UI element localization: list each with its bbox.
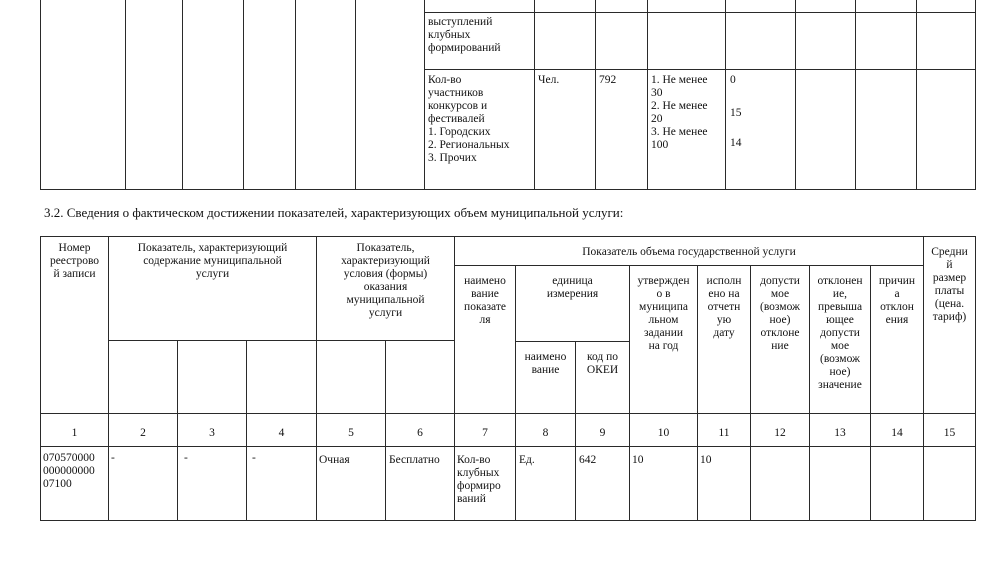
unit-name: Чел. [538, 74, 560, 86]
table-border-top [40, 236, 976, 237]
top-table-row-divider [424, 69, 976, 70]
header-okei: код по ОКЕИ [586, 351, 619, 376]
top-table-vline [595, 0, 596, 190]
column-number: 12 [774, 427, 786, 439]
indicator-name-participants: Кол-во участников конкурсов и фестивалей 1. Городских 2. Региональных 3. Прочих [428, 74, 510, 164]
column-number: 5 [348, 427, 354, 439]
actual-value-2: 15 [730, 107, 742, 119]
top-table-vline [355, 0, 356, 190]
column-number: 10 [657, 427, 670, 439]
table-vline [515, 265, 516, 521]
header-unit-group: единица измерения [546, 275, 599, 300]
table-border-bottom [40, 520, 976, 521]
header-approved: утвержден о в муниципа льном задании на год [637, 275, 690, 352]
column-number: 2 [140, 427, 146, 439]
cell-unit-name: Ед. [519, 454, 535, 466]
top-table-vline [295, 0, 296, 190]
top-table-vline [855, 0, 856, 190]
column-number: 7 [482, 427, 488, 439]
cell-form: Очная [319, 454, 350, 466]
column-number: 11 [718, 427, 730, 439]
top-table-vline [424, 0, 425, 190]
cell-executed: 10 [700, 454, 712, 466]
column-number: 1 [71, 427, 78, 439]
top-table-vline [182, 0, 183, 190]
cell-payment: Бесплатно [389, 454, 440, 466]
header-bottom-line [40, 413, 976, 414]
column-number: 9 [599, 427, 606, 439]
top-table-vline [795, 0, 796, 190]
top-table-vline [725, 0, 726, 190]
header-average-fee: Средни й размер платы (цена. тариф) [931, 246, 968, 323]
section-title: 3.2. Сведения о фактическом достижении показателей, характеризующих объем муниципальной услуги: [44, 205, 624, 220]
header-deviation-reason: причин а отклон ения [878, 275, 916, 326]
top-table-vline [40, 0, 41, 190]
cell-content-3: - [252, 452, 256, 464]
column-number: 8 [542, 427, 549, 439]
cell-reg-number: 070570000 000000000 07100 [43, 452, 95, 490]
header-unit-name: наимено вание [524, 351, 567, 376]
column-number: 15 [943, 427, 956, 439]
header-reg-number: Номер реестрово й записи [49, 242, 100, 280]
continued-indicator-text: выступлений клубных формирований [428, 16, 501, 54]
column-number: 4 [278, 427, 285, 439]
header-content-group: Показатель, характеризующий содержание муниципальной услуги [137, 242, 288, 280]
table-vline [975, 236, 976, 521]
header-volume-group: Показатель объема государственной услуги [582, 246, 796, 258]
header-conditions-group: Показатель, характеризующий условия (формы) оказания муниципальной услуги [341, 242, 430, 319]
cell-indicator-name: Кол-во клубных формиро ваний [457, 454, 501, 505]
header-indicator-name: наимено вание показате ля [464, 275, 506, 326]
actual-value-3: 14 [730, 137, 742, 149]
top-table-border-top [424, 12, 976, 13]
unit-group-divider [515, 341, 629, 342]
top-table-vline [975, 0, 976, 190]
numbers-bottom-line [40, 446, 976, 447]
okei-code: 792 [599, 74, 617, 86]
header-executed: исполн ено на отчетн ую дату [706, 275, 742, 339]
top-table-vline [534, 0, 535, 190]
subcolumn-divider [108, 340, 454, 341]
volume-group-divider [454, 265, 923, 266]
top-table-vline [125, 0, 126, 190]
column-number: 14 [891, 427, 903, 439]
cell-content-1: - [111, 452, 115, 464]
column-number: 3 [209, 427, 215, 439]
top-table-vline [916, 0, 917, 190]
top-table-vline [243, 0, 244, 190]
cell-content-2: - [184, 452, 188, 464]
cell-approved: 10 [632, 454, 644, 466]
cell-okei: 642 [579, 454, 597, 466]
approved-norms: 1. Не менее 30 2. Не менее 20 3. Не менее 100 [651, 74, 708, 151]
column-number: 13 [834, 427, 846, 439]
top-table-vline [647, 0, 648, 190]
column-number: 6 [417, 427, 423, 439]
top-table-border-bottom [40, 189, 976, 190]
actual-value-1: 0 [730, 74, 736, 86]
header-allowed-deviation: допусти мое (возмож ное) отклоне ние [760, 275, 800, 352]
header-exceeding-deviation: отклонен ие, превыша ющее допусти мое (возмож ное) значение [817, 275, 863, 391]
